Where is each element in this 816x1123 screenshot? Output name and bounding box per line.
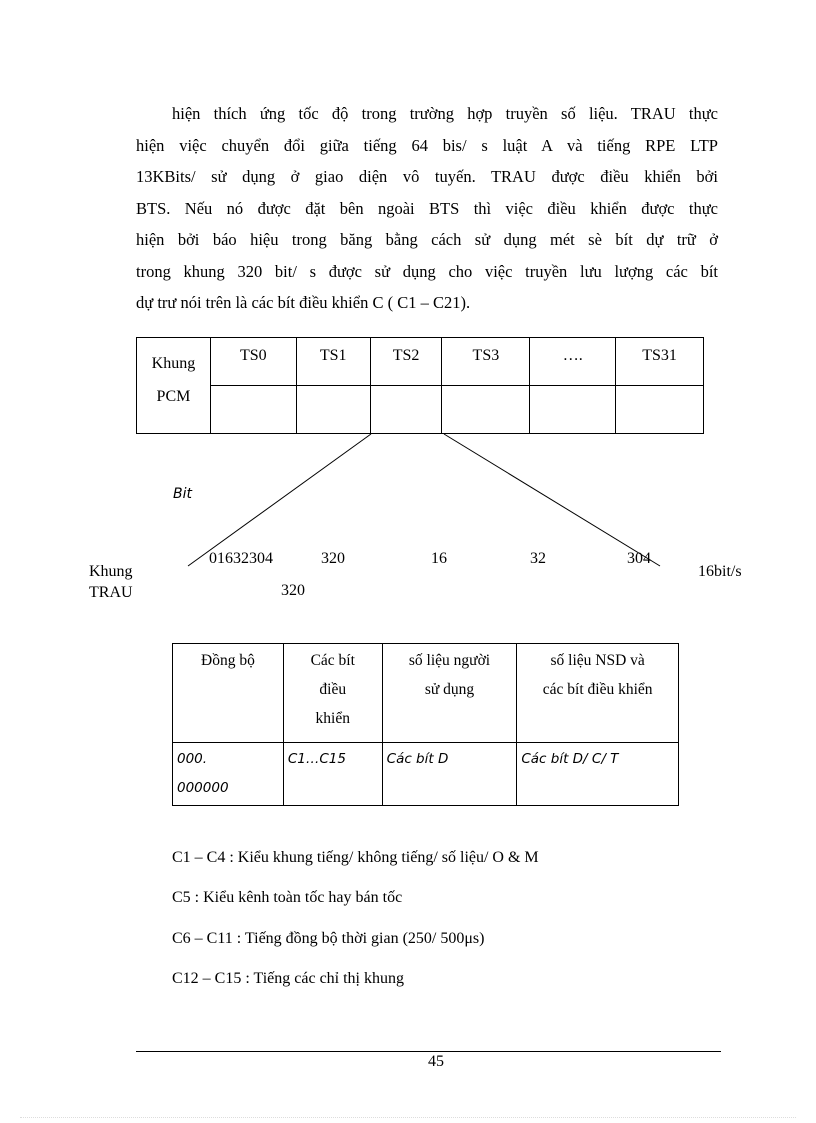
page-number: 45 xyxy=(428,1053,444,1070)
table-cell: C1…C15 xyxy=(283,743,382,806)
trau-label: TRAU xyxy=(89,584,133,601)
frame-size: 320 xyxy=(281,582,305,599)
timeslot-header: TS31 xyxy=(616,338,704,386)
timeslot-header: TS2 xyxy=(370,338,442,386)
khung-label: Khung xyxy=(89,563,133,580)
legend-item: C1 – C4 : Kiểu khung tiếng/ không tiếng/ số liệu/ O & M xyxy=(172,849,539,866)
table-cell: Các bít D xyxy=(382,743,517,806)
column-header: số liệu người sử dụng xyxy=(382,644,517,743)
bit-rate: 16bit/s xyxy=(698,563,742,580)
pcm-frame-label: Khung PCM xyxy=(137,338,211,434)
table-cell: 000. 000000 xyxy=(173,743,284,806)
bit-position: 32 xyxy=(530,550,546,567)
timeslot-header: TS0 xyxy=(210,338,296,386)
paragraph-line: hiện việc chuyển đổi giữa tiếng 64 bis/ s luật A và tiếng RPE LTP xyxy=(136,135,718,155)
table-cell: Các bít D/ C/ T xyxy=(517,743,679,806)
paragraph-line: BTS. Nếu nó được đặt bên ngoài BTS thì việc điều khiển được thực xyxy=(136,198,718,218)
column-header: Đồng bộ xyxy=(173,644,284,743)
paragraph-line: 13KBits/ sử dụng ở giao diện vô tuyến. TRAU được điều khiển bởi xyxy=(136,167,718,186)
paragraph-line: dự trư nói trên là các bít điều khiển C ( C1 – C21). xyxy=(136,293,471,312)
legend-item: C12 – C15 : Tiếng các chỉ thị khung xyxy=(172,970,404,987)
bit-position: 320 xyxy=(321,550,345,567)
paragraph-line: hiện thích ứng tốc độ trong trường hợp truyền số liệu. TRAU thực xyxy=(172,104,718,123)
page-bottom-border xyxy=(20,1117,796,1118)
footer-rule xyxy=(136,1051,721,1052)
timeslot-header: TS3 xyxy=(442,338,530,386)
paragraph-line: trong khung 320 bit/ s được sử dụng cho việc truyền lưu lượng các bít xyxy=(136,261,718,281)
expansion-line-left xyxy=(188,434,371,566)
bit-position: 01632304 xyxy=(209,550,273,567)
legend-item: C5 : Kiểu kênh toàn tốc hay bán tốc xyxy=(172,889,403,906)
timeslot-header: TS1 xyxy=(296,338,370,386)
expansion-line-right xyxy=(444,434,660,566)
bit-label: Bit xyxy=(173,486,192,502)
legend-item: C6 – C11 : Tiếng đồng bộ thời gian (250/ 500μs) xyxy=(172,930,485,947)
timeslot-header: …. xyxy=(530,338,616,386)
paragraph-line: hiện bởi báo hiệu trong băng bằng cách sử dụng mét sè bít dự trữ ở xyxy=(136,230,718,249)
bit-position: 16 xyxy=(431,550,447,567)
column-header: Các bít điều khiển xyxy=(283,644,382,743)
trau-frame-table xyxy=(172,643,679,806)
column-header: số liệu NSD và các bít điều khiển xyxy=(517,644,679,743)
bit-position: 304 xyxy=(627,550,651,567)
